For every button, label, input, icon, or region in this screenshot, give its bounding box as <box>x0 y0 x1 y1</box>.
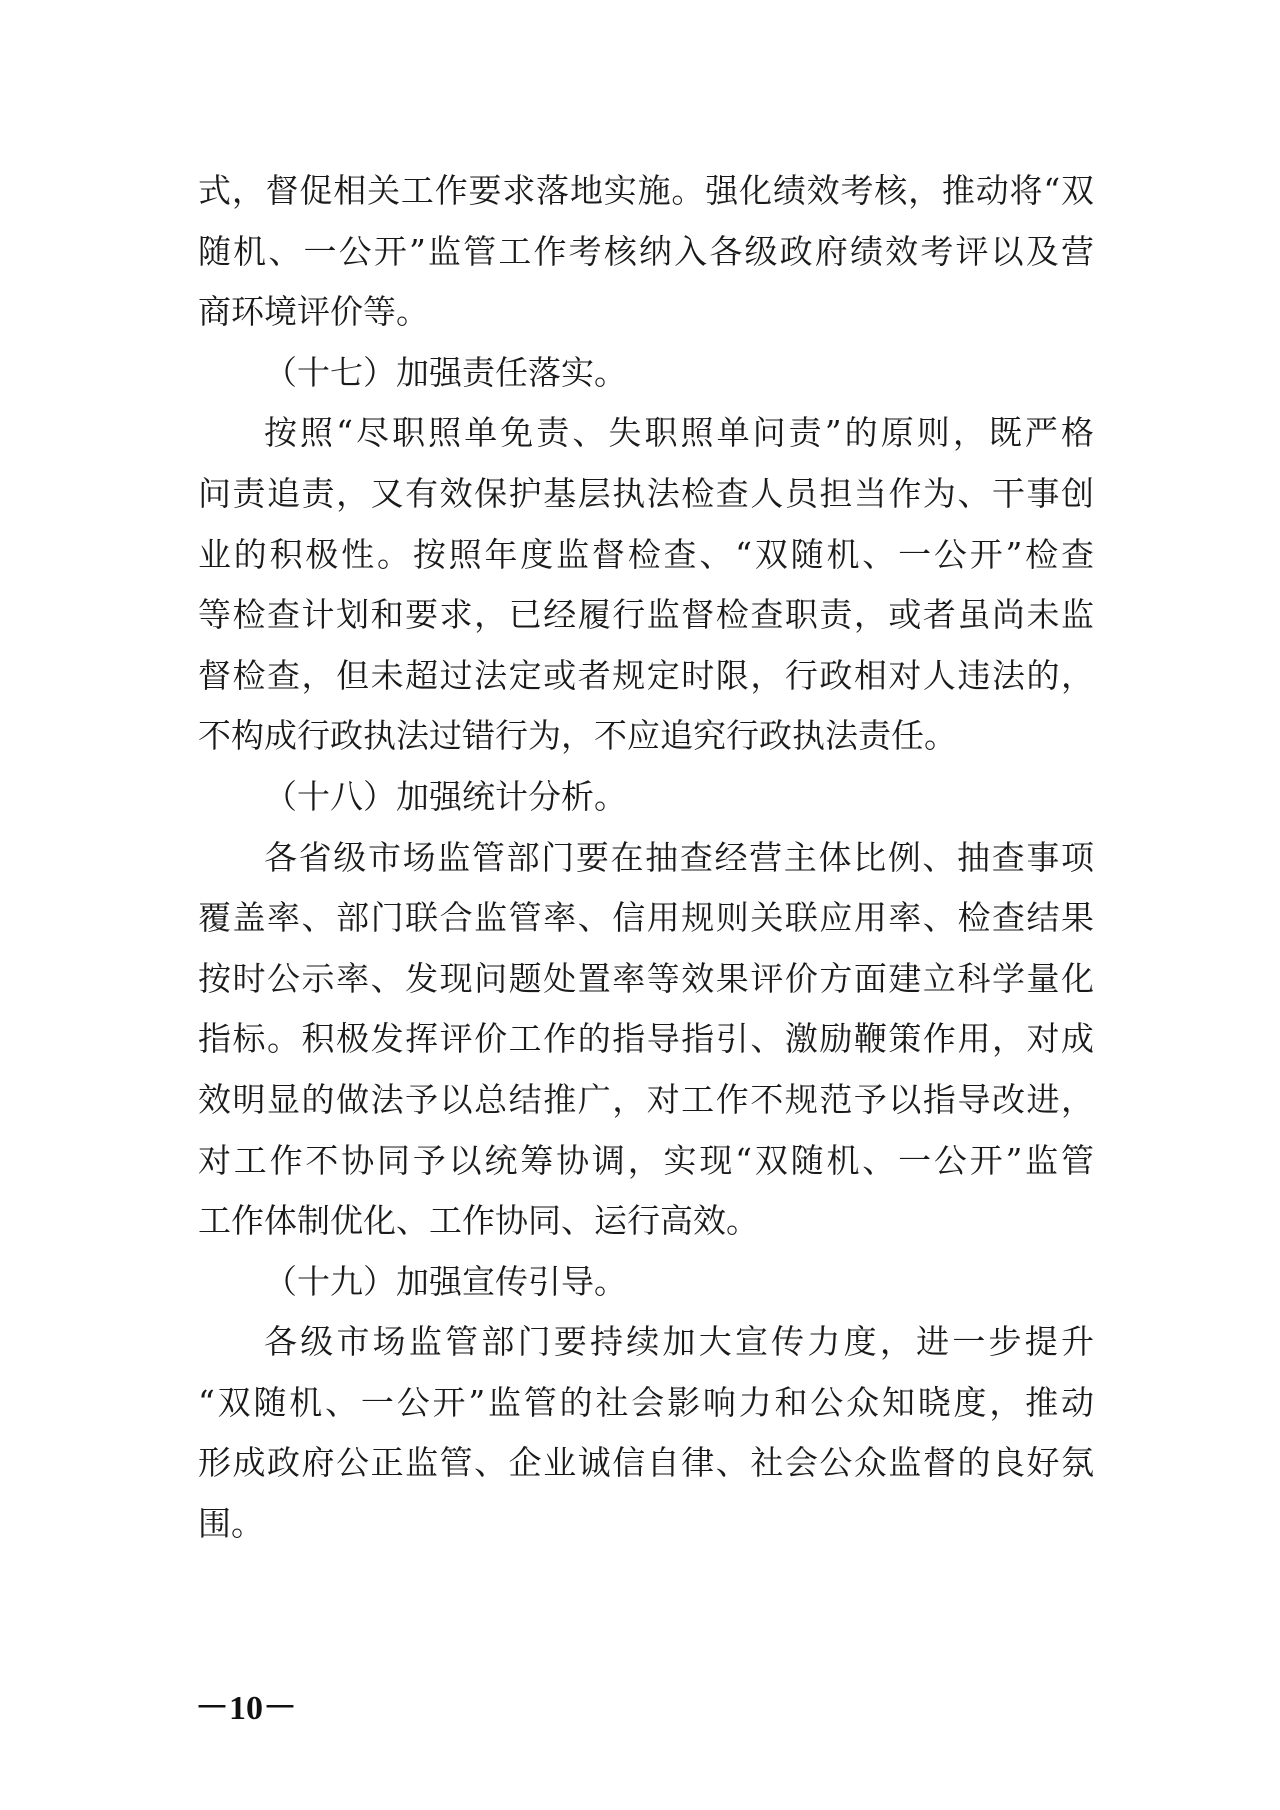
text-line: 商环境评价等。 <box>198 292 429 332</box>
text-line: 各级市场监管部门要持续加大宣传力度，进一步提升 <box>264 1322 1094 1362</box>
text-line: 督检查，但未超过法定或者规定时限，行政相对人违法的， <box>198 655 1094 695</box>
section-heading: （十八）加强统计分析。 <box>264 776 627 816</box>
text-line: 等检查计划和要求，已经履行监督检查职责，或者虽尚未监 <box>198 595 1094 635</box>
section-heading: （十九）加强宣传引导。 <box>264 1261 627 1301</box>
text-line: 业的积极性。按照年度监督检查、“双随机、一公开”检查 <box>198 534 1094 574</box>
section-heading: （十七）加强责任落实。 <box>264 352 627 392</box>
page-number: －10－ <box>195 1690 297 1727</box>
text-line: 各省级市场监管部门要在抽查经营主体比例、抽查事项 <box>264 837 1094 877</box>
text-line: 式，督促相关工作要求落地实施。强化绩效考核，推动将“双 <box>198 171 1094 210</box>
text-line: 对工作不协同予以统筹协调，实现“双随机、一公开”监管 <box>198 1140 1094 1180</box>
text-line: “双随机、一公开”监管的社会影响力和公众知晓度，推动 <box>198 1382 1094 1422</box>
body-text <box>198 161 1094 1555</box>
text-line: 工作体制优化、工作协同、运行高效。 <box>198 1201 759 1241</box>
text-line: 效明显的做法予以总结推广，对工作不规范予以指导改进， <box>198 1079 1094 1119</box>
text-line: 指标。积极发挥评价工作的指导指引、激励鞭策作用，对成 <box>198 1019 1094 1059</box>
text-line: 覆盖率、部门联合监管率、信用规则关联应用率、检查结果 <box>198 898 1094 938</box>
text-line: 不构成行政执法过错行为，不应追究行政执法责任。 <box>198 716 957 756</box>
text-line: 形成政府公正监管、企业诚信自律、社会公众监督的良好氛 <box>198 1443 1094 1483</box>
text-line: 问责追责，又有效保护基层执法检查人员担当作为、干事创 <box>198 473 1094 513</box>
text-line: 围。 <box>198 1504 264 1544</box>
text-line: 按照“尽职照单免责、失职照单问责”的原则，既严格 <box>264 413 1094 453</box>
text-line: 按时公示率、发现问题处置率等效果评价方面建立科学量化 <box>198 958 1094 998</box>
text-line: 随机、一公开”监管工作考核纳入各级政府绩效考评以及营 <box>198 231 1094 271</box>
